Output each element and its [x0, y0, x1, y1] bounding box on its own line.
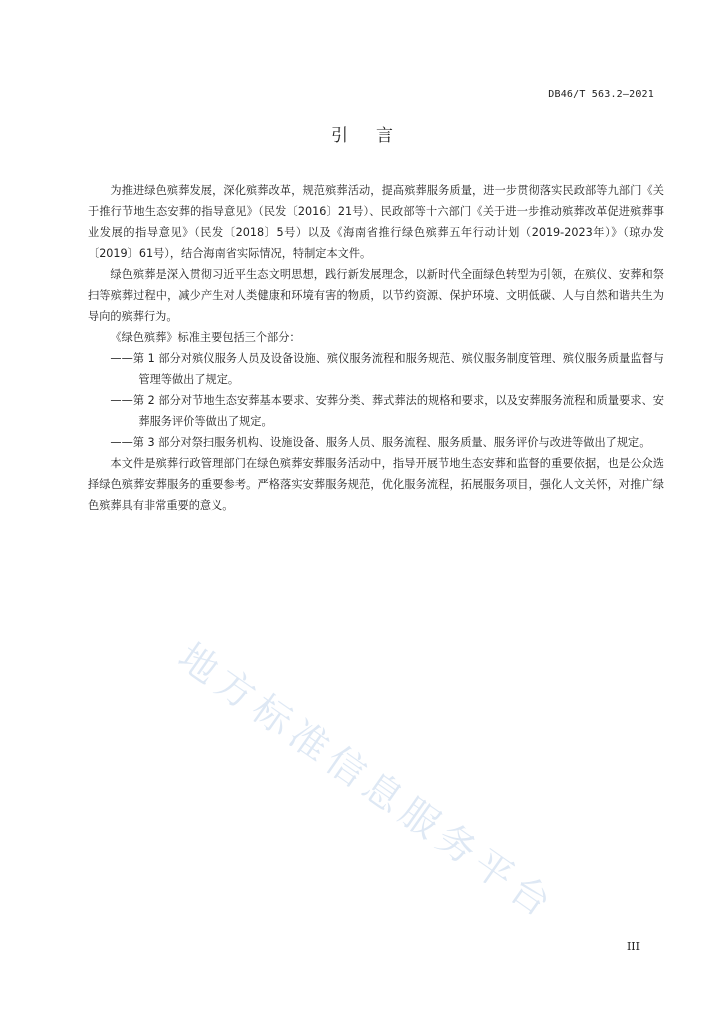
document-code: DB46/T 563.2—2021 [548, 89, 654, 100]
document-body [88, 180, 664, 516]
part-3-item: ——第 3 部分对祭扫服务机构、设施设备、服务人员、服务流程、服务质量、服务评价与改进等做出了规定。 [110, 436, 651, 449]
intro-paragraph-1: 为推进绿色殡葬发展，深化殡葬改革，规范殡葬活动，提高殡葬服务质量，进一步贯彻落实民政部等九部门《关于推行节地生态安葬的指导意见》（民发〔2016〕21号）、民政部等十六部门《关于进一步推动殡葬改革促进殡葬事业发展的指导意见》（民发〔2018〕5号）以及《海南省推行绿色殡葬五年行动计划（2019-2023年）》（琼办发〔2019〕61号），结合海南省实际情况，特制定本文件。 [88, 184, 664, 260]
closing-paragraph: 本文件是殡葬行政管理部门在绿色殡葬安葬服务活动中，指导开展节地生态安葬和监督的重要依据，也是公众选择绿色殡葬安葬服务的重要参考。严格落实安葬服务规范，优化服务流程，拓展服务项目，强化人文关怀，对推广绿色殡葬具有非常重要的意义。 [88, 457, 664, 512]
page-title: 引言 [331, 126, 421, 146]
part-2-item: ——第 2 部分对节地生态安葬基本要求、安葬分类、葬式葬法的规格和要求，以及安葬服务流程和质量要求、安葬服务评价等做出了规定。 [110, 394, 664, 428]
intro-paragraph-3: 《绿色殡葬》标准主要包括三个部分： [110, 331, 301, 344]
page-number: III [626, 940, 640, 953]
watermark: 地方标准信息服务平台 [170, 634, 565, 929]
intro-paragraph-2: 绿色殡葬是深入贯彻习近平生态文明思想，践行新发展理念，以新时代全面绿色转型为引领，在殡仪、安葬和祭扫等殡葬过程中，减少产生对人类健康和环境有害的物质，以节约资源、保护环境、文明低碳、人与自然和谐共生为导向的殡葬行为。 [88, 268, 664, 323]
part-1-item: ——第 1 部分对殡仪服务人员及设备设施、殡仪服务流程和服务规范、殡仪服务制度管理、殡仪服务质量监督与管理等做出了规定。 [110, 352, 664, 386]
